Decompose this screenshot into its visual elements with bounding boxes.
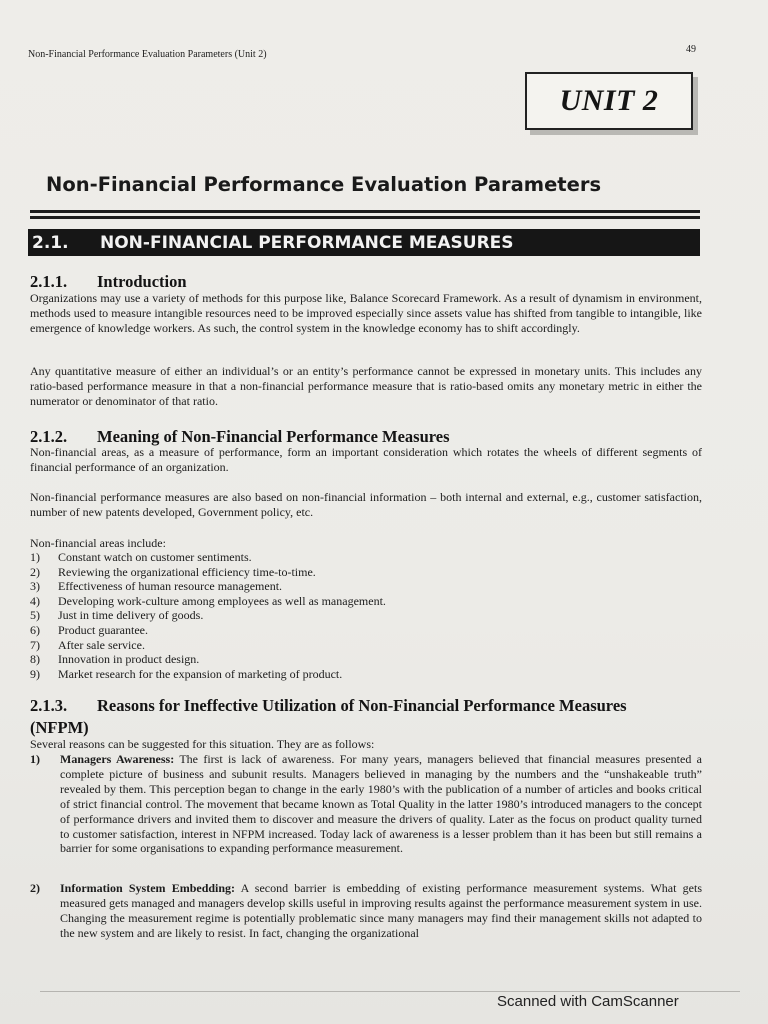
non-financial-areas-list bbox=[30, 550, 702, 681]
subsection-number: 2.1.3. bbox=[30, 696, 68, 715]
section-heading-bar bbox=[28, 229, 700, 256]
subsection-number: 2.1.1. bbox=[30, 272, 68, 291]
list-item: 5) Just in time delivery of goods. bbox=[30, 608, 204, 623]
unit-box bbox=[525, 72, 693, 130]
section-number: 2.1. bbox=[32, 232, 69, 253]
reason-item-information-system: 2) Information System Embedding: A second barrier is embedding of existing performance measurement systems. What gets measured gets managed and managers develop skills useful in improving results against the performance measurement system in use. Changing the measurement regime is potentially problematic since many managers may find their management skills not adapted to the new system and are likely to resist. In fact, changing the organizational bbox=[30, 881, 702, 940]
subsection-heading-meaning bbox=[30, 427, 450, 447]
subsection-title: Meaning of Non-Financial Performance Measures bbox=[97, 427, 450, 446]
running-header: Non-Financial Performance Evaluation Parameters (Unit 2) bbox=[28, 49, 267, 60]
list-item: 1) Constant watch on customer sentiments. bbox=[30, 550, 252, 564]
list-item: 9) Market research for the expansion of marketing of product. bbox=[30, 666, 343, 681]
meaning-paragraph-2: Non-financial performance measures are also based on non-financial information – both internal and external, e.g., customer satisfaction, number of new patents developed, Government policy, etc. bbox=[30, 490, 702, 519]
footer-divider bbox=[40, 991, 740, 992]
subsection-heading-intro bbox=[30, 272, 187, 292]
reason-text: A second barrier is embedding of existing performance measurement systems. What gets measured gets managed and managers develop skills useful in improving results against the performance measurement system in use. Changing the measurement regime is potentially problematic since many managers may find their management skills not adapted to the new system and are likely to resist. In fact, changing the organizational bbox=[60, 881, 702, 940]
reasons-intro: Several reasons can be suggested for this situation. They are as follows: bbox=[30, 737, 375, 751]
list-intro: Non-financial areas include: bbox=[30, 536, 166, 550]
chapter-title: Non-Financial Performance Evaluation Parameters bbox=[46, 173, 602, 196]
reason-label: Managers Awareness: bbox=[60, 752, 175, 766]
list-item: 6) Product guarantee. bbox=[30, 622, 148, 637]
reason-label: Information System Embedding: bbox=[60, 881, 236, 895]
subsection-number: 2.1.2. bbox=[30, 427, 68, 446]
title-rule-top bbox=[30, 210, 700, 213]
section-title: NON-FINANCIAL PERFORMANCE MEASURES bbox=[100, 232, 514, 253]
page-number: 49 bbox=[686, 44, 696, 55]
camscanner-watermark: Scanned with CamScanner bbox=[497, 993, 679, 1010]
subsection-heading-reasons-cont: (NFPM) bbox=[30, 718, 89, 737]
reason-item-managers-awareness: 1) Managers Awareness: The first is lack of awareness. For many years, managers believed that financial measures presented a complete picture of business and subunit results. Managers believed in managing by the numbers and the “unshakeable truth” revealed by them. This perception began to change in the early 1980’s with the publication of a number of articles and books critical of strict financial control. The movement that became known as Total Quality in the latter 1980’s introduced managers to the concept of performance drivers and invited them to discover and measure the drivers of quality. Later as the focus on product quality turned to customer satisfaction, interest in NFPM increased. Today lack of awareness is a lesser problem than it has been but still remains a barrier for some organisations to expanding performance measurement. bbox=[30, 752, 702, 856]
subsection-title: Reasons for Ineffective Utilization of Non-Financial Performance Measures bbox=[97, 696, 627, 715]
list-item: 4) Developing work-culture among employees as well as management. bbox=[30, 593, 386, 608]
meaning-paragraph-1: Non-financial areas, as a measure of performance, form an important consideration which rotates the wheels of different segments of financial performance of an organization. bbox=[30, 445, 702, 474]
title-rule-bottom bbox=[30, 216, 700, 219]
intro-paragraph-1: Organizations may use a variety of methods for this purpose like, Balance Scorecard Framework. As a result of dynamism in environment, methods used to measure intangible resources need to be improved especially since assets value has shifted from tangible to intangible, like emergence of knowledge workers. As such, the control system in the knowledge economy has to shift accordingly. bbox=[30, 291, 702, 335]
list-item: 7) After sale service. bbox=[30, 637, 145, 652]
list-item: 2) Reviewing the organizational efficiency time-to-time. bbox=[30, 564, 316, 579]
subsection-title: Introduction bbox=[97, 272, 187, 291]
intro-paragraph-2: Any quantitative measure of either an individual’s or an entity’s performance cannot be expressed in monetary units. This includes any ratio-based performance measure in that a non-financial performance measure that is ratio-based omits any monetary metric in either the numerator or denominator of that ratio. bbox=[30, 364, 702, 408]
list-item: 8) Innovation in product design. bbox=[30, 652, 200, 667]
list-item: 3) Effectiveness of human resource management. bbox=[30, 579, 283, 594]
unit-label: UNIT 2 bbox=[559, 84, 659, 117]
subsection-heading-reasons bbox=[30, 696, 627, 716]
reason-text: The first is lack of awareness. For many years, managers believed that financial measures presented a complete picture of business and subunit results. Managers believed in managing by the numbers and the “unshakeable truth” revealed by them. This perception began to change in the early 1980’s with the publication of a number of articles and books critical of strict financial control. The movement that became known as Total Quality in the latter 1980’s introduced managers to the concept of performance drivers and invited them to discover and measure the drivers of quality. Later as the focus on product quality turned to customer satisfaction, interest in NFPM increased. Today lack of awareness is a lesser problem than it has been but still remains a barrier for some organisations to expanding performance measurement. bbox=[60, 752, 702, 856]
